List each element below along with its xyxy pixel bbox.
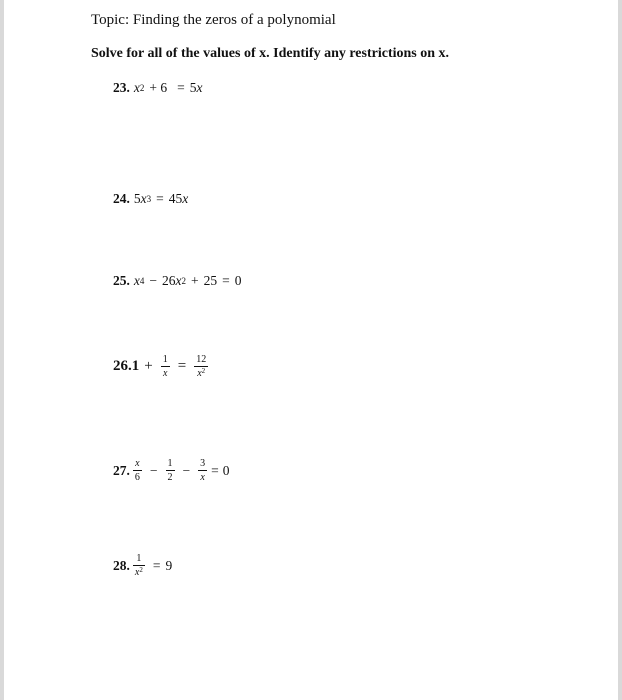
fraction: $\frac{3}{x}$: [200, 458, 206, 483]
problem-number: 27.: [113, 462, 130, 478]
problem-28: 28. $\frac{1}{x^2}$ = 9: [113, 553, 173, 578]
problem-27: 27. $\frac{x}{6}$ − $\frac{1}{2}$ − $\frac{3}{x}$ = 0: [113, 458, 230, 483]
problem-number: 24.: [113, 191, 130, 206]
fraction: $\frac{12}{x^2}$: [196, 354, 207, 379]
problem-number: 23.: [113, 80, 130, 95]
instructions: Solve for all of the values of x. Identify any restrictions on x.: [91, 46, 450, 61]
problem-number: 28.: [113, 557, 130, 573]
problem-24: 24. 5 x 3 = 45 x: [113, 191, 189, 206]
problem-26: 26. 1 + $\frac{1}{x}$ = $\frac{12}{x^2}$: [113, 354, 207, 379]
problem-23: 23. x 2 + 6 = 5 x: [113, 80, 203, 95]
problem-number: 25.: [113, 273, 130, 288]
page-edge-right: [618, 0, 622, 700]
fraction: $\frac{1}{2}$: [167, 458, 173, 483]
topic-heading: Topic: Finding the zeros of a polynomial: [91, 12, 336, 28]
fraction: $\frac{x}{6}$: [134, 458, 140, 483]
problem-number: 26.: [113, 358, 132, 374]
page-edge-left: [0, 0, 4, 700]
problem-25: 25. x 4 − 26 x 2 + 25 = 0: [113, 273, 242, 288]
fraction: $\frac{1}{x}$: [162, 354, 168, 379]
fraction: $\frac{1}{x^2}$: [134, 553, 143, 578]
